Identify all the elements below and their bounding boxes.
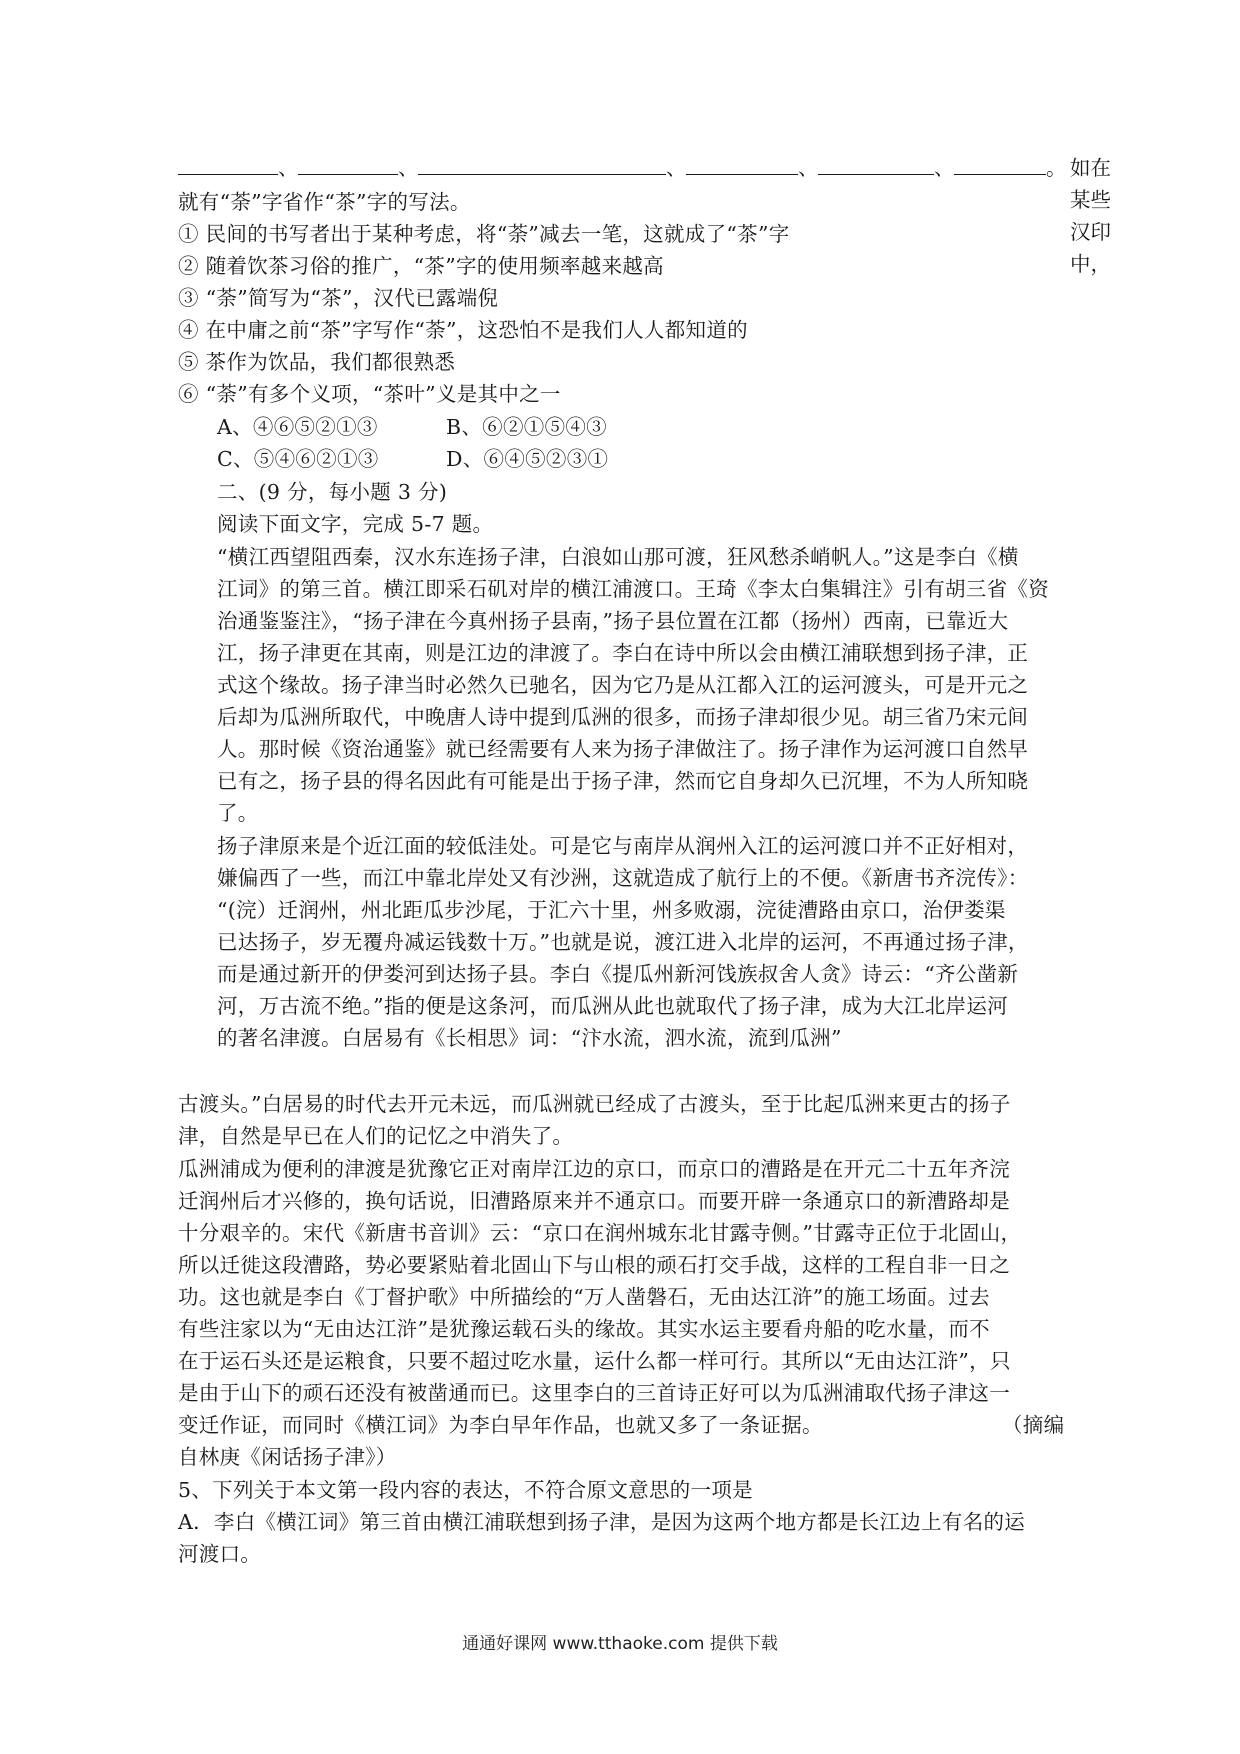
- passage-line: 河，万古流不绝。”指的便是这条河，而瓜洲从此也就取代了扬子津，成为大江北岸运河: [217, 994, 1008, 1018]
- question-5-option-a[interactable]: A．李白《横江词》第三首由横江浦联想到扬子津，是因为这两个地方都是长江边上有名的运: [178, 1510, 1026, 1534]
- intro-line: 就有“荼”字省作“茶”字的写法。: [178, 190, 471, 214]
- passage-line: 古渡头。”白居易的时代去开元未远，而瓜洲就已经成了古渡头，至于比起瓜洲来更古的扬子: [178, 1092, 1011, 1116]
- statement-6: ⑥ “荼”有多个义项，“茶叶”义是其中之一: [178, 382, 561, 406]
- statement-1: ① 民间的书写者出于某种考虑，将“荼”减去一笔，这就成了“茶”字: [178, 222, 790, 246]
- blank-separator: 、: [398, 156, 419, 180]
- passage-line: 治通鉴鉴注》，“扬子津在今真州扬子县南，”扬子县位置在江都（扬州）西南，已靠近大: [217, 609, 1009, 633]
- passage-line: 十分艰辛的。宋代《新唐书音训》云：“京口在润州城东北甘露寺侧。”甘露寺正位于北固山，: [178, 1221, 1022, 1245]
- passage-line: 是由于山下的顽石还没有被凿通而已。这里李白的三首诗正好可以为瓜洲浦取代扬子津这一: [178, 1381, 1010, 1405]
- passage-line: 式这个缘故。扬子津当时必然久已驰名，因为它乃是从江都入江的运河渡头，可是开元之: [217, 673, 1029, 697]
- statement-3: ③ “荼”简写为“茶”，汉代已露端倪: [178, 286, 499, 310]
- blank-separator: 、: [934, 156, 955, 180]
- citation-part-2: 自林庚《闲话扬子津》）: [178, 1445, 397, 1469]
- passage-line: 所以迁徙这段漕路，势必要紧贴着北固山下与山根的顽石打交手战，这样的工程自非一日之: [178, 1253, 1010, 1277]
- section-instruction: 阅读下面文字，完成 5-7 题。: [217, 512, 494, 536]
- blank-1[interactable]: [178, 174, 278, 175]
- option-c[interactable]: C、⑤④⑥②①③: [217, 447, 379, 471]
- page-footer: 通通好课网 www.tthaoke.com 提供下载: [462, 1634, 778, 1654]
- passage-line: 人。那时候《资治通鉴》就已经需要有人来为扬子津做注了。扬子津作为运河渡口自然早: [217, 737, 1029, 761]
- passage-line: 在于运石头还是运粮食，只要不超过吃水量，运什么都一样可行。其所以“无由达江浒”，只: [178, 1349, 1011, 1373]
- passage-line: “(浣）迁润州，州北距瓜步沙尾，于汇六十里，州多败溺，浣徒漕路由京口，治伊娄渠: [217, 898, 1006, 922]
- passage-line: 迁润州后才兴修的，换句话说，旧漕路原来并不通京口。而要开辟一条通京口的新漕路却是: [178, 1189, 1010, 1213]
- option-b[interactable]: B、⑥②①⑤④③: [446, 415, 607, 439]
- blank-period: 。: [1046, 156, 1067, 180]
- blank-separator: 、: [798, 156, 819, 180]
- statement-5: ⑤ 茶作为饮品，我们都很熟悉: [178, 350, 456, 374]
- passage-line: “横江西望阻西秦，汉水东连扬子津，白浪如山那可渡，狂风愁杀峭帆人。”这是李白《横: [217, 545, 1019, 569]
- section-heading: 二、(9 分，每小题 3 分): [217, 480, 448, 504]
- blank-6[interactable]: [954, 174, 1046, 175]
- passage-line: 而是通过新开的伊娄河到达扬子县。李白《提瓜州新河饯族叔舍人贪》诗云：“齐公凿新: [217, 962, 1019, 986]
- option-d[interactable]: D、⑥④⑤②③①: [446, 447, 609, 471]
- passage-line: 的著名津渡。白居易有《长相思》词：“汴水流，泗水流，流到瓜洲”: [217, 1026, 842, 1050]
- passage-line: 已有之，扬子县的得名因此有可能是出于扬子津，然而它自身却久已沉埋，不为人所知晓: [217, 769, 1029, 793]
- statement-4: ④ 在中庸之前“茶”字写作“荼”，这恐怕不是我们人人都知道的: [178, 318, 748, 342]
- option-a[interactable]: A、④⑥⑤②①③: [217, 415, 378, 439]
- passage-line: 扬子津原来是个近江面的较低洼处。可是它与南岸从润州入江的运河渡口并不正好相对，: [217, 834, 1029, 858]
- passage-line: 嫌偏西了一些，而江中靠北岸处又有沙洲，这就造成了航行上的不便。《新唐书齐浣传》：: [217, 866, 1029, 890]
- passage-line: 江词》的第三首。横江即采石矶对岸的横江浦渡口。王琦《李太白集辑注》引有胡三省《资: [217, 577, 1049, 601]
- blank-3[interactable]: [418, 174, 666, 175]
- passage-line: 江，扬子津更在其南，则是江边的津渡了。李白在诗中所以会由横江浦联想到扬子津，正: [217, 641, 1029, 665]
- passage-line: 了。: [217, 801, 259, 825]
- blank-5[interactable]: [818, 174, 934, 175]
- statement-2: ② 随着饮茶习俗的推广，“茶”字的使用频率越来越高: [178, 254, 664, 278]
- blank-4[interactable]: [686, 174, 798, 175]
- blank-line-tail: 如在某些汉印中，: [1070, 156, 1111, 276]
- passage-line: 后却为瓜洲所取代，中晚唐人诗中提到瓜洲的很多，而扬子津却很少见。胡三省乃宋元间: [217, 705, 1029, 729]
- passage-line: 已达扬子，岁无覆舟减运钱数十万。”也就是说，渡江进入北岸的运河，不再通过扬子津，: [217, 930, 1029, 954]
- blank-2[interactable]: [298, 174, 398, 175]
- question-5-option-a-cont: 河渡口。: [178, 1542, 262, 1566]
- passage-line: 瓜洲浦成为便利的津渡是犹豫它正对南岸江边的京口，而京口的漕路是在开元二十五年齐浣: [178, 1157, 1010, 1181]
- passage-line: 变迁作证，而同时《横江词》为李白早年作品，也就又多了一条证据。: [178, 1413, 823, 1437]
- citation-part-1: （摘编: [1002, 1413, 1065, 1437]
- question-5-stem: 5、下列关于本文第一段内容的表达，不符合原文意思的一项是: [178, 1478, 753, 1502]
- blank-separator: 、: [278, 156, 299, 180]
- passage-line: 有些注家以为“无由达江浒”是犹豫运载石头的缘故。其实水运主要看舟船的吃水量，而不: [178, 1317, 990, 1341]
- passage-line: 津，自然是早已在人们的记忆之中消失了。: [178, 1124, 574, 1148]
- blank-separator: 、: [666, 156, 687, 180]
- passage-line: 功。这也就是李白《丁督护歌》中所描绘的“万人凿磐石，无由达江浒”的施工场面。过去: [178, 1285, 990, 1309]
